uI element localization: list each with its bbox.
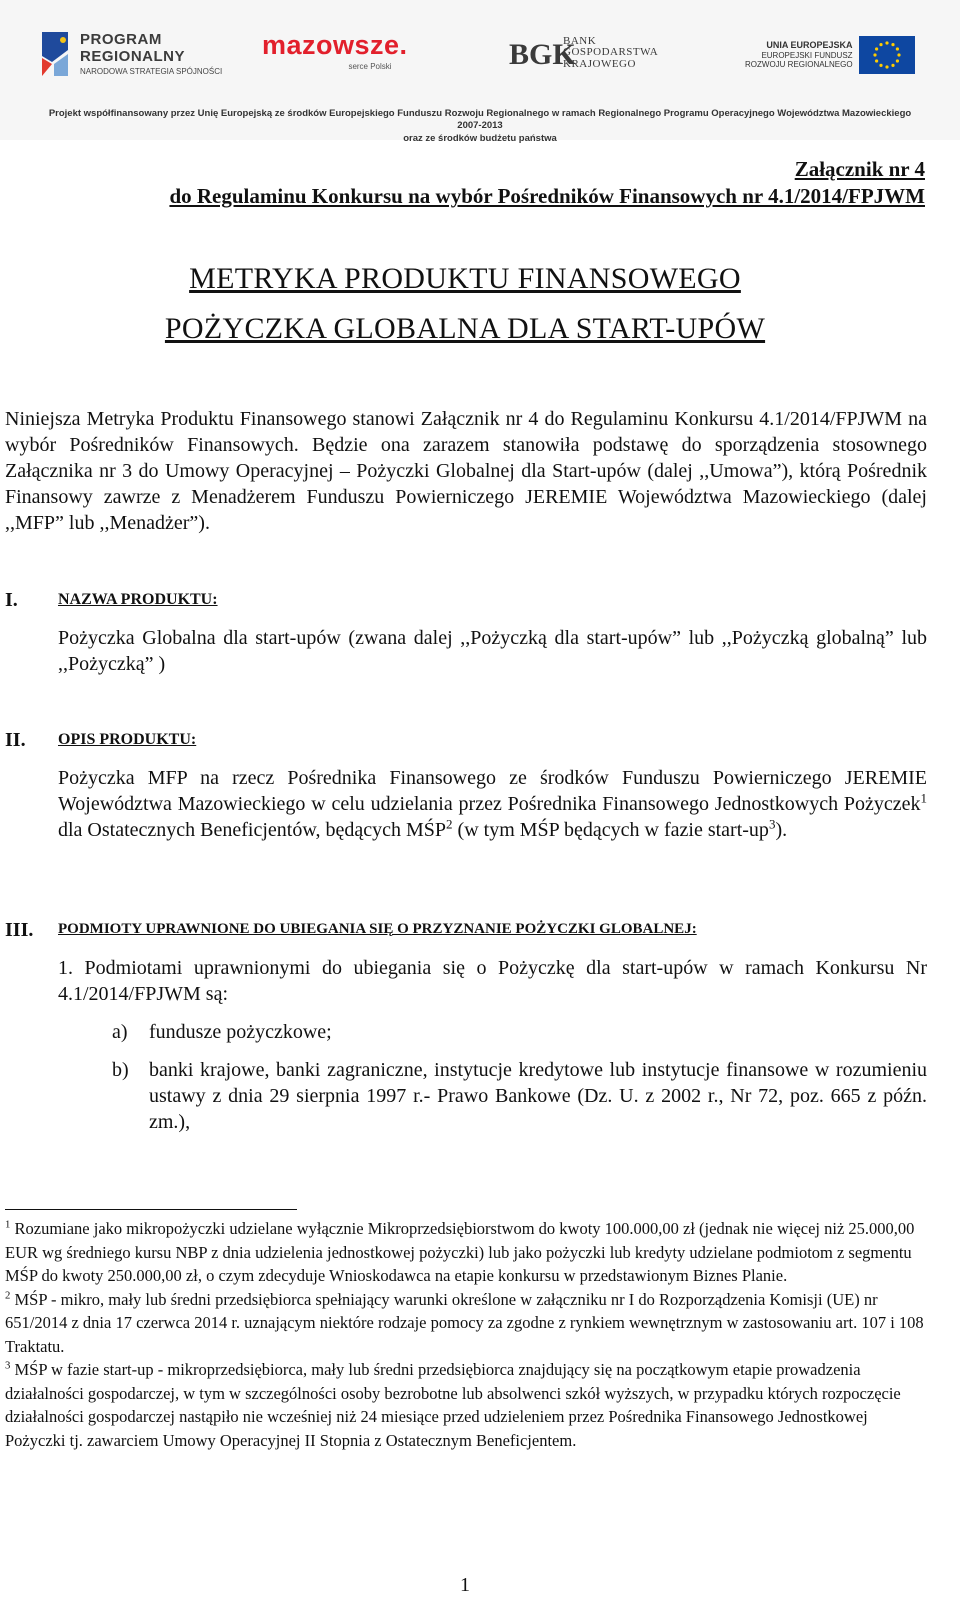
project-note-line2: oraz ze środków budżetu państwa: [403, 132, 557, 144]
project-cofinancing-note: [40, 108, 920, 145]
program-regionalny-emblem-icon: [38, 28, 74, 80]
eu-logo-line3: ROZWOJU REGIONALNEGO: [745, 60, 853, 70]
list-item-text: fundusze pożyczkowe;: [149, 1021, 332, 1043]
bgk-monogram-icon: [507, 34, 576, 72]
eu-logo: [745, 36, 915, 74]
footnote-3: $^3$ MŚP w fazie start-up - mikroprzedsiębiorca, mały lub średni przedsiębiorca znajdujący się na początkowym etapie prowadzenia działalności gospodarczej, w tym w szczególności osoby bezrobotne lub absolwenci szkół wyższych, w przypadku których rozpoczęcie działalności gospodarczej nastąpiło nie wcześniej niż 24 miesiące przed udzieleniem przez Pośrednika Finansowego Jednostkowej Pożyczki tj. zawarciem Umowy Operacyjnej II Stopnia z Ostatecznym Beneficjentem.: [5, 1359, 901, 1450]
mazowsze-logo: [262, 32, 408, 71]
section-1-number: I.: [5, 589, 18, 611]
eu-logo-line1: UNIA EUROPEJSKA: [766, 40, 853, 50]
intro-paragraph: Niniejsza Metryka Produktu Finansowego stanowi Załącznik nr 4 do Regulaminu Konkursu 4.1/2014/FPJWM na wybór Pośredników Finansowych. Będzie ona zarazem stanowiła podstawę do sporządzenia stosownego Załącznika nr 3 do Umowy Operacyjnej – Pożyczki Globalnej dla Start-upów (dalej ,,Umowa”), którą Pośrednik Finansowy zawrze z Menadżerem Funduszu Powierniczego JEREMIE Województwa Mazowieckiego (dalej ,,MFP” lub ,,Menadżer”).: [5, 408, 927, 534]
list-item-text: banki krajowe, banki zagraniczne, instytucje kredytowe lub instytucje finansowe w rozumieniu ustawy z dnia 29 sierpnia 1997 r.- Prawo Bankowe (Dz. U. z 2002 r., Nr 72, poz. 665 z późn. zm.),: [149, 1059, 927, 1133]
footnote-2: $^2$ MŚP - mikro, mały lub średni przedsiębiorca spełniający warunki określone w załączniku nr I do Rozporządzenia Komisji (UE) nr 651/2014 z dnia 17 czerwca 2014 r. uznającym niektóre rodzaje pomocy za zgodne z rynkiem wewnętrznym w zastosowaniu art. 107 i 108 Traktatu.: [5, 1289, 924, 1356]
page-number: 1: [460, 1574, 470, 1596]
attachment-number: Załącznik nr 4: [794, 157, 925, 181]
section-3-number: III.: [5, 919, 34, 941]
attachment-header: [169, 156, 925, 210]
section-3-item-1: 1. Podmiotami uprawnionymi do ubiegania się o Pożyczkę dla start-upów w ramach Konkursu Nr 4.1/2014/FPJWM są:: [58, 957, 927, 1005]
section-1-heading: NAZWA PRODUKTU:: [58, 591, 218, 608]
svg-text:BGK: BGK: [509, 38, 576, 71]
list-item-label: a): [112, 1021, 128, 1043]
footnote-ref-3[interactable]: 3: [768, 816, 776, 832]
section-3-heading: PODMIOTY UPRAWNIONE DO UBIEGANIA SIĘ O PRZYZNANIE POŻYCZKI GLOBALNEJ:: [58, 921, 697, 937]
list-item: [112, 1057, 927, 1135]
footnote-separator: [5, 1209, 297, 1210]
eu-logo-line2: EUROPEJSKI FUNDUSZ: [761, 50, 853, 60]
program-logo-line3: NARODOWA STRATEGIA SPÓJNOŚCI: [80, 67, 223, 76]
section-1-body: Pożyczka Globalna dla start-upów (zwana dalej ,,Pożyczką dla start-upów” lub ,,Pożyczką globalną” lub ,,Pożyczką” ): [58, 627, 927, 675]
footnote-ref-1[interactable]: 1: [920, 790, 927, 806]
document-title: METRYKA PRODUKTU FINANSOWEGO: [189, 262, 741, 295]
program-logo-line2: REGIONALNY: [80, 48, 186, 65]
bgk-logo-line2: GOSPODARSTWA: [563, 46, 659, 59]
program-regionalny-logo: [38, 28, 222, 80]
logo-header: [0, 0, 960, 144]
mazowsze-logo-sub: serce Polski: [348, 62, 392, 71]
project-note-line1: Projekt współfinansowany przez Unię Europejską ze środków Europejskiego Funduszu Rozwoju Regionalnego w ramach Regionalnego Programu Operacyjnego Województwa Mazowieckiego 2007-2013: [48, 108, 912, 132]
program-logo-line1: PROGRAM: [80, 31, 162, 48]
attachment-reference: do Regulaminu Konkursu na wybór Pośredników Finansowych nr 4.1/2014/FPJWM: [169, 184, 925, 208]
section-2-number: II.: [5, 729, 26, 751]
bgk-logo-line3: KRAJOWEGO: [563, 57, 636, 70]
document-subtitle: POŻYCZKA GLOBALNA DLA START-UPÓW: [164, 312, 766, 345]
eu-flag-icon: [859, 36, 915, 74]
footnotes: [5, 1217, 925, 1452]
section-2-heading: OPIS PRODUKTU:: [58, 731, 197, 748]
bgk-logo: [507, 34, 658, 72]
list-item: [112, 1019, 927, 1045]
mazowsze-logo-name: mazowsze.: [262, 30, 408, 60]
list-item-label: b): [112, 1059, 129, 1081]
footnote-ref-2[interactable]: 2: [446, 816, 453, 832]
footnote-1: $^1$ Rozumiane jako mikropożyczki udzielane wyłącznie Mikroprzedsiębiorstwom do kwoty 100.000,00 zł (jednak nie więcej niż 25.000,00 EUR wg średniego kursu NBP z dnia udzielenia jednostkowej pożyczki) lub jako pożyczki lub kredyty udzielane podmiotom z segmentu MŚP do kwoty 250.000,00 zł, o czym zdecyduje Wnioskodawca na etapie konkursu w przedstawionym Biznes Planie.: [5, 1218, 915, 1285]
bgk-logo-line1: BANK: [563, 34, 597, 47]
section-2-body: Pożyczka MFP na rzecz Pośrednika Finansowego ze środków Funduszu Powierniczego JEREMIE Województwa Mazowieckiego w celu udzielania przez Pośrednika Finansowego Jednostkowych Pożyczek$^1$ dla Ostatecznych Beneficjentów, będących MŚP$^2$ (w tym MŚP będących w fazie start-$up^3$).: [58, 767, 927, 841]
